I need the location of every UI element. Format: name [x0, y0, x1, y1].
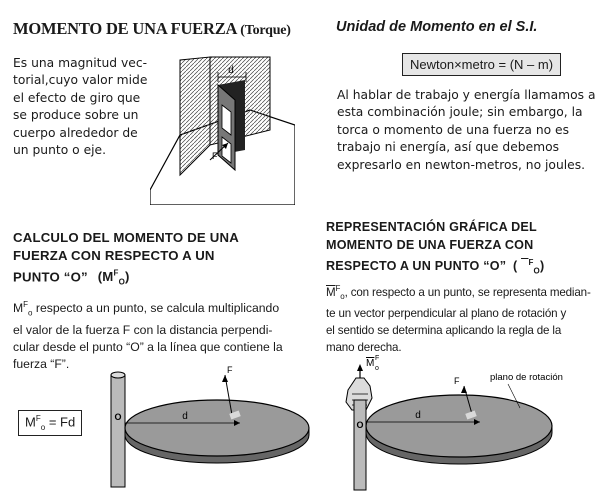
formula-m: M [25, 414, 36, 430]
formula-rhs: = Fd [48, 414, 76, 430]
rotation-illustration [330, 350, 598, 496]
disk-d-label: d [182, 411, 188, 422]
graph-line-first [326, 280, 596, 305]
calc-line: fuerza “F”. [13, 357, 70, 372]
calc-body [13, 296, 313, 373]
graph-line: el sentido se determina aplicando la regla de la [326, 324, 562, 338]
symbol-super: F [113, 269, 119, 278]
calc-line-first [13, 296, 313, 322]
symbol-m: M [102, 269, 114, 285]
door-f-label: F [212, 151, 218, 161]
unit-line: expresarlo en newton-metros, no joules. [337, 157, 586, 172]
rotation-d-label: d [415, 410, 421, 421]
rotation-vector-label: M [366, 358, 375, 369]
rotation-f-label: F [454, 376, 460, 386]
definition-line: Es una magnitud vec- [13, 56, 148, 70]
formula-sub: o [40, 422, 46, 432]
graph-heading [326, 218, 544, 281]
formula-super: F [35, 414, 41, 423]
rotation-plane-label: plano de rotación [490, 372, 563, 383]
title-paren: (Torque) [240, 23, 291, 38]
inline-symbol-m: M [13, 301, 24, 316]
torque-definition [13, 55, 147, 159]
inline-super: F [23, 300, 29, 309]
door-d-label: d [228, 65, 234, 76]
definition-line: cuerpo alrededor de [13, 125, 138, 140]
heading-line: RESPECTO A UN PUNTO “O” [326, 259, 507, 274]
disk-o-label: O [114, 412, 122, 422]
unit-line: trabajo ni energía, así que debemos [337, 140, 560, 155]
graph-inline-m: $\overline{M}$ [326, 285, 336, 299]
unit-formula-box: Newton×metro = (N – m) [402, 53, 561, 76]
inline-sub: o [28, 308, 33, 318]
vector-sub: O [533, 266, 540, 276]
disk-f-label: F [227, 365, 233, 375]
heading-symbol: $(M^F_O)$ [97, 269, 130, 288]
disk-illustration [105, 365, 310, 495]
section-title-torque [13, 19, 291, 39]
symbol-sub: O [118, 278, 126, 288]
heading-line-3 [13, 265, 239, 292]
graph-line: te un vector perpendicular al plano de rotación y [326, 307, 567, 321]
calc-line: cular desde el punto “O” a la línea que contiene la [13, 339, 283, 354]
graph-inline-super: F [335, 284, 341, 293]
graph-line: mano derecha. [326, 341, 402, 355]
heading-line: CALCULO DEL MOMENTO DE UNA [13, 230, 239, 245]
vector-super: F [528, 258, 534, 267]
unit-explanation [337, 87, 596, 174]
graph-inline-sub: o [340, 292, 345, 302]
definition-line: se produce sobre un [13, 108, 139, 123]
heading-line: FUERZA CON RESPECTO A UN [13, 248, 215, 263]
definition-line: torial,cuyo valor mide [13, 73, 148, 88]
rotation-vector-sub: o [375, 365, 379, 372]
definition-line: un punto o eje. [13, 143, 107, 158]
heading-vector-symbol: ( $^F_O$) [512, 258, 545, 276]
formula-box [18, 410, 82, 436]
rotation-vector-super: F [375, 355, 380, 362]
unit-line: torca o momento de una fuerza no es [337, 122, 570, 137]
rotation-o-label: O [356, 420, 364, 430]
unit-line: Al hablar de trabajo y energía llamamos a [337, 88, 596, 102]
heading-line: MOMENTO DE UNA FUERZA CON [326, 238, 534, 252]
definition-line: el efecto de giro que [13, 90, 141, 105]
heading-line-3 [326, 254, 544, 281]
graph-line-text: , con respecto a un punto, se representa median- [344, 285, 591, 299]
calc-line-text: respecto a un punto, se calcula multiplicando [32, 301, 280, 316]
door-illustration [150, 55, 295, 205]
heading-line: PUNTO “O” [13, 269, 88, 285]
calc-line: el valor de la fuerza F con la distancia perpendi- [13, 322, 273, 337]
title-main: MOMENTO DE UNA FUERZA [13, 19, 237, 38]
graph-body [326, 280, 596, 356]
calc-heading [13, 229, 239, 292]
heading-line: REPRESENTACIÓN GRÁFICA DEL [326, 220, 537, 234]
unit-line: esta combinación joule; sin embargo, la [337, 105, 583, 120]
unit-title: Unidad de Momento en el S.I. [336, 19, 538, 35]
